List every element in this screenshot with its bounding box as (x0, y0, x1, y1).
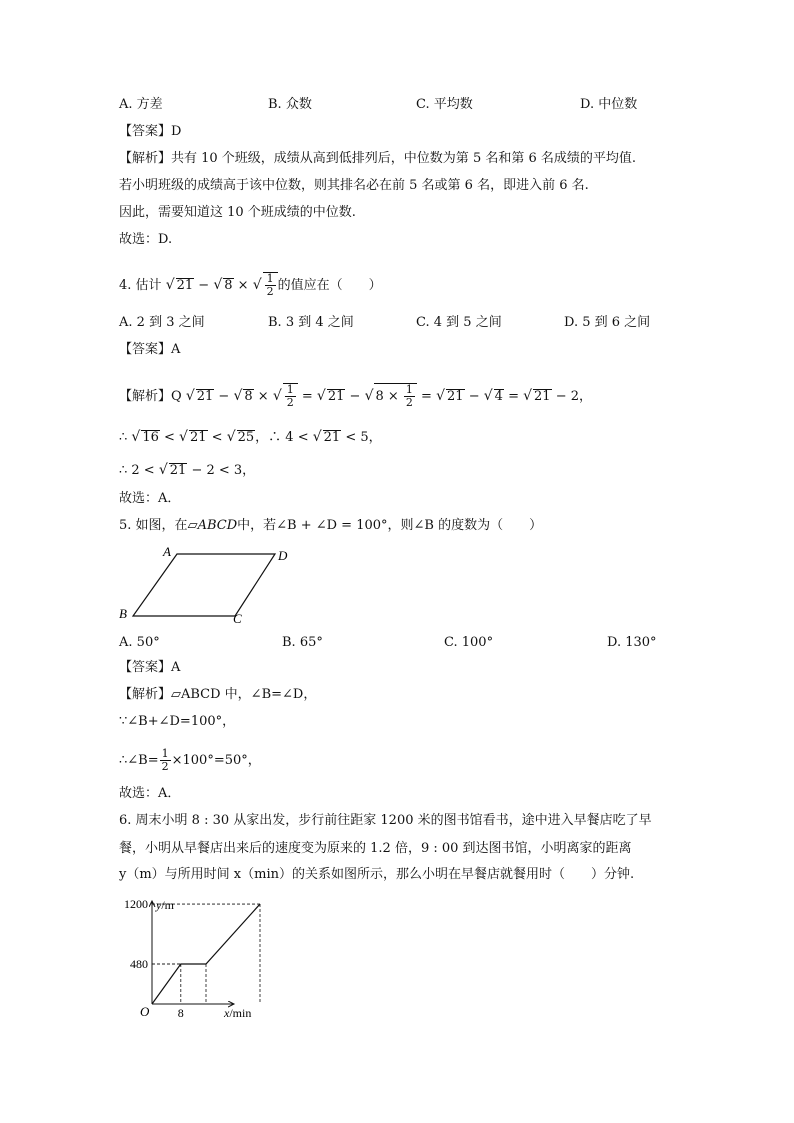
q5-option-c: C. 100° (444, 635, 494, 650)
q3-option-a: A. 方差 (119, 97, 163, 112)
q5-answer: 【答案】A (119, 660, 181, 675)
q3-answer: 【答案】D (119, 124, 182, 139)
point-a-label: A (163, 544, 171, 559)
y-axis-label: y/m (156, 898, 174, 912)
parallelogram-symbol-icon: ▱ (187, 518, 198, 533)
series-line (152, 904, 260, 1004)
q4-option-b: B. 3 到 4 之间 (268, 315, 354, 330)
q4-stem: 4. 估计 √ 21 − √ 8 × √ $\frac{1}{2}$ 的值应在（ ） (119, 272, 382, 298)
q6-stem-line-3: y（m）与所用时间 x（min）的关系如图所示，那么小明在早餐店就餐用时（ ）分钟. (119, 867, 635, 882)
q5-analysis-line-2: ∵∠B+∠D=100°， (119, 714, 236, 729)
q6-stem-line-2: 餐，小明从早餐店出来后的速度变为原来的 1.2 倍，9 : 00 到达图书馆，小明离家的距离 (119, 841, 632, 856)
distance-time-chart (112, 893, 272, 1023)
q4-analysis-line-1: 【解析】Q √ 21 − √ 8 × √ $\frac{1}{2}$ = √ 21 − √ 8 × $\frac{1}{2}$ = √ 21 − √ 4 = √ 21 − 2， (119, 383, 593, 409)
q4-answer: 【答案】A (119, 342, 181, 357)
q3-analysis-line-1: 【解析】共有 10 个班级，成绩从高到低排列后，中位数为第 5 名和第 6 名成绩的平均值. (119, 151, 637, 166)
q4-option-d: D. 5 到 6 之间 (564, 315, 651, 330)
q5-option-b: B. 65° (282, 635, 323, 650)
q4-option-c: C. 4 到 5 之间 (416, 315, 502, 330)
q5-conclusion: 故选：A． (119, 786, 181, 801)
origin-label: O (140, 1004, 150, 1019)
parallelogram-figure (115, 542, 295, 627)
y-tick-label: 480 (130, 957, 148, 972)
q4-analysis-line-2: ∴ √ 16 < √ 21 < √ 25，∴ 4 < √ 21 < 5， (119, 429, 382, 445)
q5-option-d: D. 130° (607, 635, 657, 650)
q3-option-c: C. 平均数 (416, 97, 473, 112)
parallelogram-outline (133, 554, 275, 616)
point-c-label: C (233, 611, 242, 626)
point-d-label: D (278, 548, 288, 563)
q4-option-a: A. 2 到 3 之间 (119, 315, 205, 330)
q5-analysis-line-1: 【解析】▱ABCD 中，∠B=∠D， (119, 687, 317, 702)
q3-analysis-line-2: 若小明班级的成绩高于该中位数，则其排名必在前 5 名或第 6 名，即进入前 6 名. (119, 178, 589, 193)
q3-conclusion: 故选：D. (119, 232, 173, 247)
q4-expression: √ 21 − √ 8 × √ $\frac{1}{2}$ (166, 278, 278, 293)
q5-stem: 5. 如图，在▱ABCD中，若∠B + ∠D = 100°，则∠B 的度数为（ ） (119, 518, 543, 533)
q4-analysis-line-3: ∴ 2 < √ 21 − 2 < 3， (119, 462, 256, 478)
q5-option-a: A. 50° (119, 635, 160, 650)
q6-stem-line-1: 6. 周末小明 8 : 30 从家出发，步行前往距家 1200 米的图书馆看书，途中进入早餐店吃了早 (119, 813, 652, 828)
q5-analysis-line-3: ∴∠B= $\frac{1}{2}$ ×100°=50°， (119, 747, 261, 773)
q4-conclusion: 故选：A． (119, 491, 181, 506)
y-tick-label: 1200 (124, 897, 148, 912)
x-tick-label: 8 (177, 1006, 184, 1020)
point-b-label: B (119, 606, 127, 621)
q3-option-d: D. 中位数 (580, 97, 638, 112)
q3-option-b: B. 众数 (268, 97, 312, 112)
q3-analysis-line-3: 因此，需要知道这 10 个班成绩的中位数. (119, 205, 356, 220)
x-axis-label: x/min (224, 1006, 252, 1020)
